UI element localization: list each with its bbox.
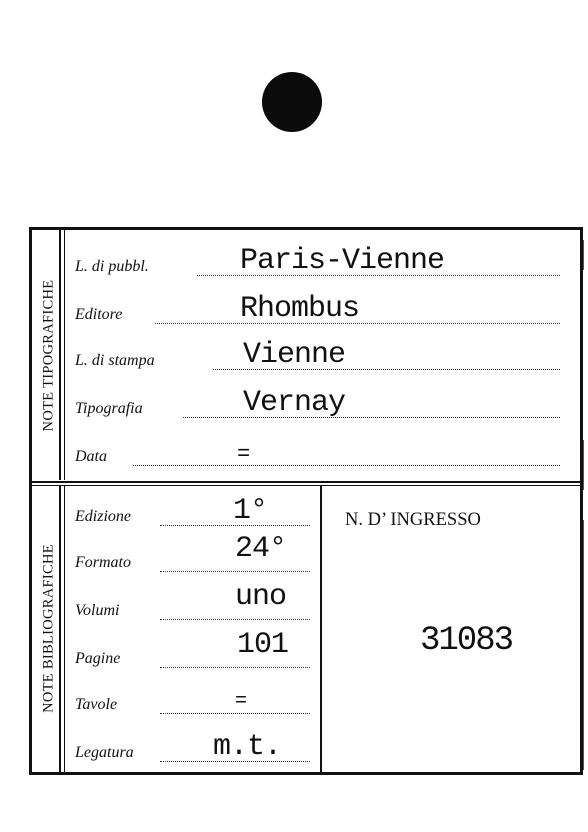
dotted-line	[160, 667, 310, 668]
field-label: Data	[75, 448, 107, 465]
ingresso-number: 31083	[420, 622, 513, 660]
field-label: L. di pubbl.	[75, 258, 149, 275]
field-value: 101	[237, 628, 289, 662]
field-row-legatura	[75, 730, 310, 764]
section-label-bibliographic: NOTE BIBLIOGRAFICHE	[40, 544, 57, 713]
dotted-line	[160, 571, 310, 572]
field-label: Volumi	[75, 602, 120, 619]
field-value: Rhombus	[240, 292, 360, 326]
strip-divider	[64, 486, 65, 772]
field-label: Tipografia	[75, 400, 143, 417]
field-value: 24°	[235, 532, 287, 566]
field-value: =	[237, 442, 250, 467]
field-label: Pagine	[75, 650, 121, 667]
field-row-data	[75, 438, 560, 468]
field-value: Paris-Vienne	[240, 244, 445, 278]
field-row-editore	[75, 292, 560, 326]
field-label: Legatura	[75, 744, 134, 761]
dotted-line	[133, 465, 560, 466]
field-value: 1°	[233, 494, 268, 528]
field-value: m.t.	[213, 730, 282, 764]
ingresso-divider	[320, 486, 322, 772]
section-divider	[32, 485, 580, 486]
field-row-luogo-stampa	[75, 338, 560, 372]
field-row-edizione	[75, 494, 310, 528]
strip-divider	[59, 230, 61, 480]
field-value: Vienne	[243, 338, 346, 372]
dotted-line	[183, 417, 560, 418]
field-label: Formato	[75, 554, 131, 571]
strip-divider	[64, 230, 65, 480]
field-label: Editore	[75, 306, 123, 323]
field-value: Vernay	[243, 386, 346, 420]
section-label-typographic: NOTE TIPOGRAFICHE	[40, 279, 57, 432]
strip-divider	[59, 486, 61, 772]
field-label: Edizione	[75, 508, 131, 525]
field-row-formato	[75, 532, 310, 574]
field-row-tavole	[75, 686, 310, 716]
field-row-pagine	[75, 628, 310, 670]
punch-hole	[262, 72, 322, 132]
field-label: Tavole	[75, 696, 118, 713]
ingresso-title: N. D’ INGRESSO	[345, 510, 481, 530]
dotted-line	[160, 713, 310, 714]
field-row-volumi	[75, 580, 310, 622]
field-row-luogo-pubblicazione	[75, 244, 560, 278]
section-divider	[32, 481, 580, 483]
field-row-tipografia	[75, 386, 560, 420]
field-label: L. di stampa	[75, 352, 155, 369]
field-value: uno	[235, 580, 287, 614]
field-value: =	[235, 690, 247, 713]
dotted-line	[160, 619, 310, 620]
